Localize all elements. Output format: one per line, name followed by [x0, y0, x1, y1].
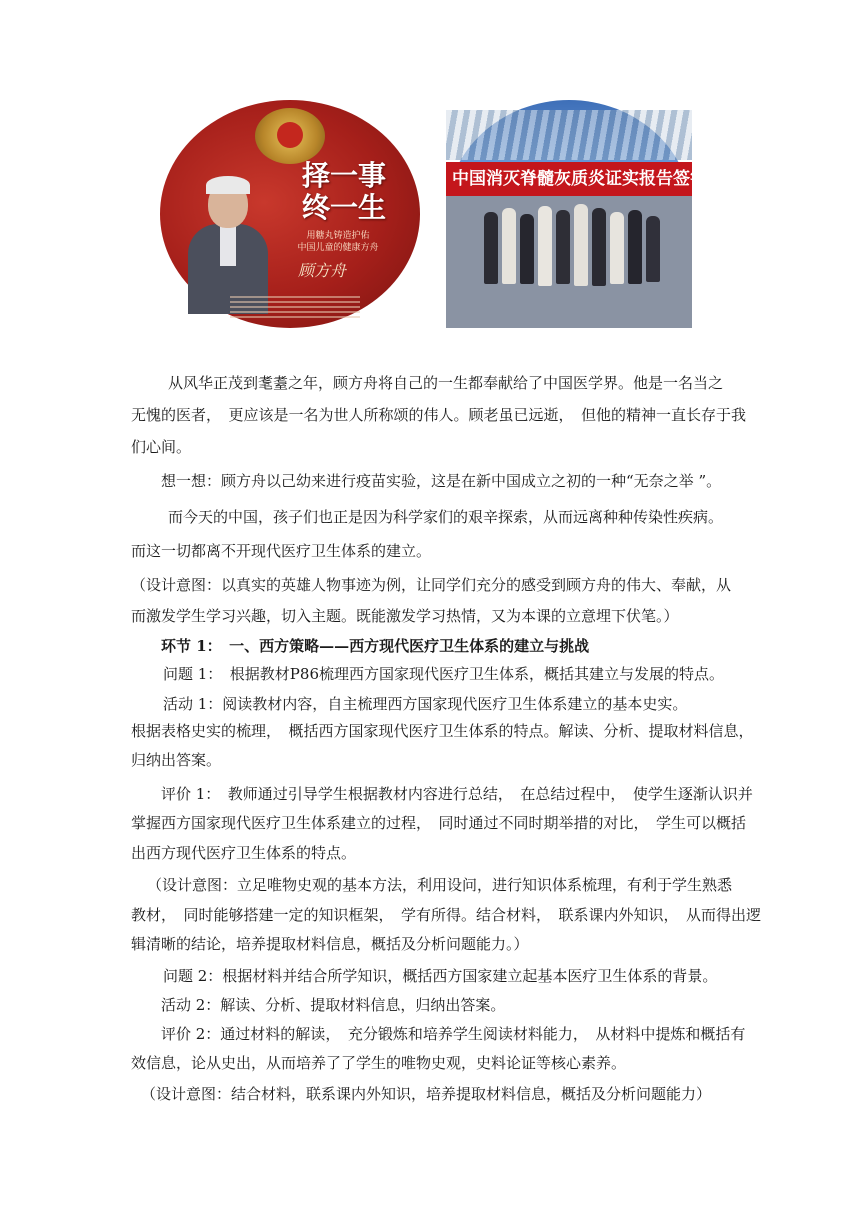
- paragraph-line: 效信息，论从史出，从而培养了了学生的唯物史观，史料论证等核心素养。: [131, 1054, 627, 1072]
- person-figure: [592, 208, 606, 286]
- person-figure: [610, 212, 624, 284]
- person-figure: [520, 214, 534, 284]
- poster-fine-print: [230, 296, 360, 318]
- great-wall-backdrop: [446, 110, 692, 160]
- paragraph-line: 问题 2：根据材料并结合所学知识，概括西方国家建立起基本医疗卫生体系的背景。: [163, 967, 718, 985]
- section-heading: 环节 1： 一、西方策略——西方现代医疗卫生体系的建立与挑战: [161, 637, 590, 655]
- paragraph-line: 们心间。: [131, 438, 192, 456]
- image-row: [0, 100, 860, 340]
- person-figure: [484, 212, 498, 284]
- paragraph-line: 出西方现代医疗卫生体系的特点。: [131, 844, 357, 862]
- paragraph-line: 想一想：顾方舟以己幼来进行疫苗实验，这是在新中国成立之初的一种“无奈之举 ”。: [161, 472, 722, 490]
- paragraph-line: 根据表格史实的梳理， 概括西方国家现代医疗卫生体系的特点。解读、分析、提取材料信息，: [131, 722, 754, 740]
- person-figure: [628, 210, 642, 284]
- paragraph-line: 无愧的医者， 更应该是一名为世人所称颂的伟人。顾老虽已远逝， 但他的精神一直长存于我: [131, 406, 747, 424]
- paragraph-line: 而今天的中国，孩子们也正是因为科学家们的艰辛探索，从而远离种种传染性疾病。: [168, 508, 724, 526]
- paragraph-line: 问题 1： 根据教材P86梳理西方国家现代医疗卫生体系，概括其建立与发展的特点。: [163, 665, 724, 683]
- design-intent-line: 而激发学生学习兴趣，切入主题。既能激发学习热情，又为本课的立意埋下伏笔。）: [131, 607, 679, 625]
- design-intent-line: （设计意图：以真实的英雄人物事迹为例，让同学们充分的感受到顾方舟的伟大、奉献，从: [131, 576, 732, 594]
- person-figure: [574, 204, 588, 286]
- poster-signature: 顾方舟: [298, 261, 347, 280]
- paragraph-line: 评价 2：通过材料的解读， 充分锻炼和培养学生阅读材料能力， 从材料中提炼和概括有: [161, 1025, 746, 1043]
- design-intent-line: （设计意图：结合材料，联系课内外知识，培养提取材料信息，概括及分析问题能力）: [141, 1085, 712, 1103]
- poster-title: 择一事 终一生: [301, 159, 386, 224]
- portrait-figure: [188, 180, 268, 310]
- national-emblem-icon: [255, 108, 325, 164]
- paragraph-line: 掌握西方国家现代医疗卫生体系建立的过程， 同时通过不同时期举措的对比， 学生可以概括: [131, 814, 747, 832]
- design-intent-line: 辑清晰的结论，培养提取材料信息，概括及分析问题能力。）: [131, 935, 529, 953]
- ceremony-banner: 中国消灭脊髓灰质炎证实报告签字仪式: [446, 162, 692, 196]
- paragraph-line: 评价 1： 教师通过引导学生根据教材内容进行总结， 在总结过程中， 使学生逐渐认识并: [161, 785, 753, 803]
- person-figure: [646, 216, 660, 282]
- paragraph-line: 活动 2：解读、分析、提取材料信息，归纳出答案。: [161, 996, 506, 1014]
- design-intent-line: （设计意图：立足唯物史观的基本方法，利用设问，进行知识体系梳理，有利于学生熟悉: [147, 876, 733, 894]
- design-intent-line: 教材， 同时能够搭建一定的知识框架， 学有所得。结合材料， 联系课内外知识， 从而得出逻: [131, 906, 762, 924]
- poster-subtitle: 用糖丸铸造护佑 中国儿童的健康方舟: [297, 231, 379, 253]
- person-figure: [538, 206, 552, 286]
- person-figure: [556, 210, 570, 284]
- gu-fangzhou-poster-image: [160, 100, 420, 328]
- paragraph-line: 活动 1：阅读教材内容，自主梳理西方国家现代医疗卫生体系建立的基本史实。: [163, 695, 688, 713]
- paragraph-line: 从风华正茂到耄耋之年，顾方舟将自己的一生都奉献给了中国医学界。他是一名当之: [168, 374, 724, 392]
- ceremony-photo-image: [446, 100, 741, 328]
- person-figure: [502, 208, 516, 284]
- paragraph-line: 而这一切都离不开现代医疗卫生体系的建立。: [131, 542, 432, 560]
- paragraph-line: 归纳出答案。: [131, 751, 222, 769]
